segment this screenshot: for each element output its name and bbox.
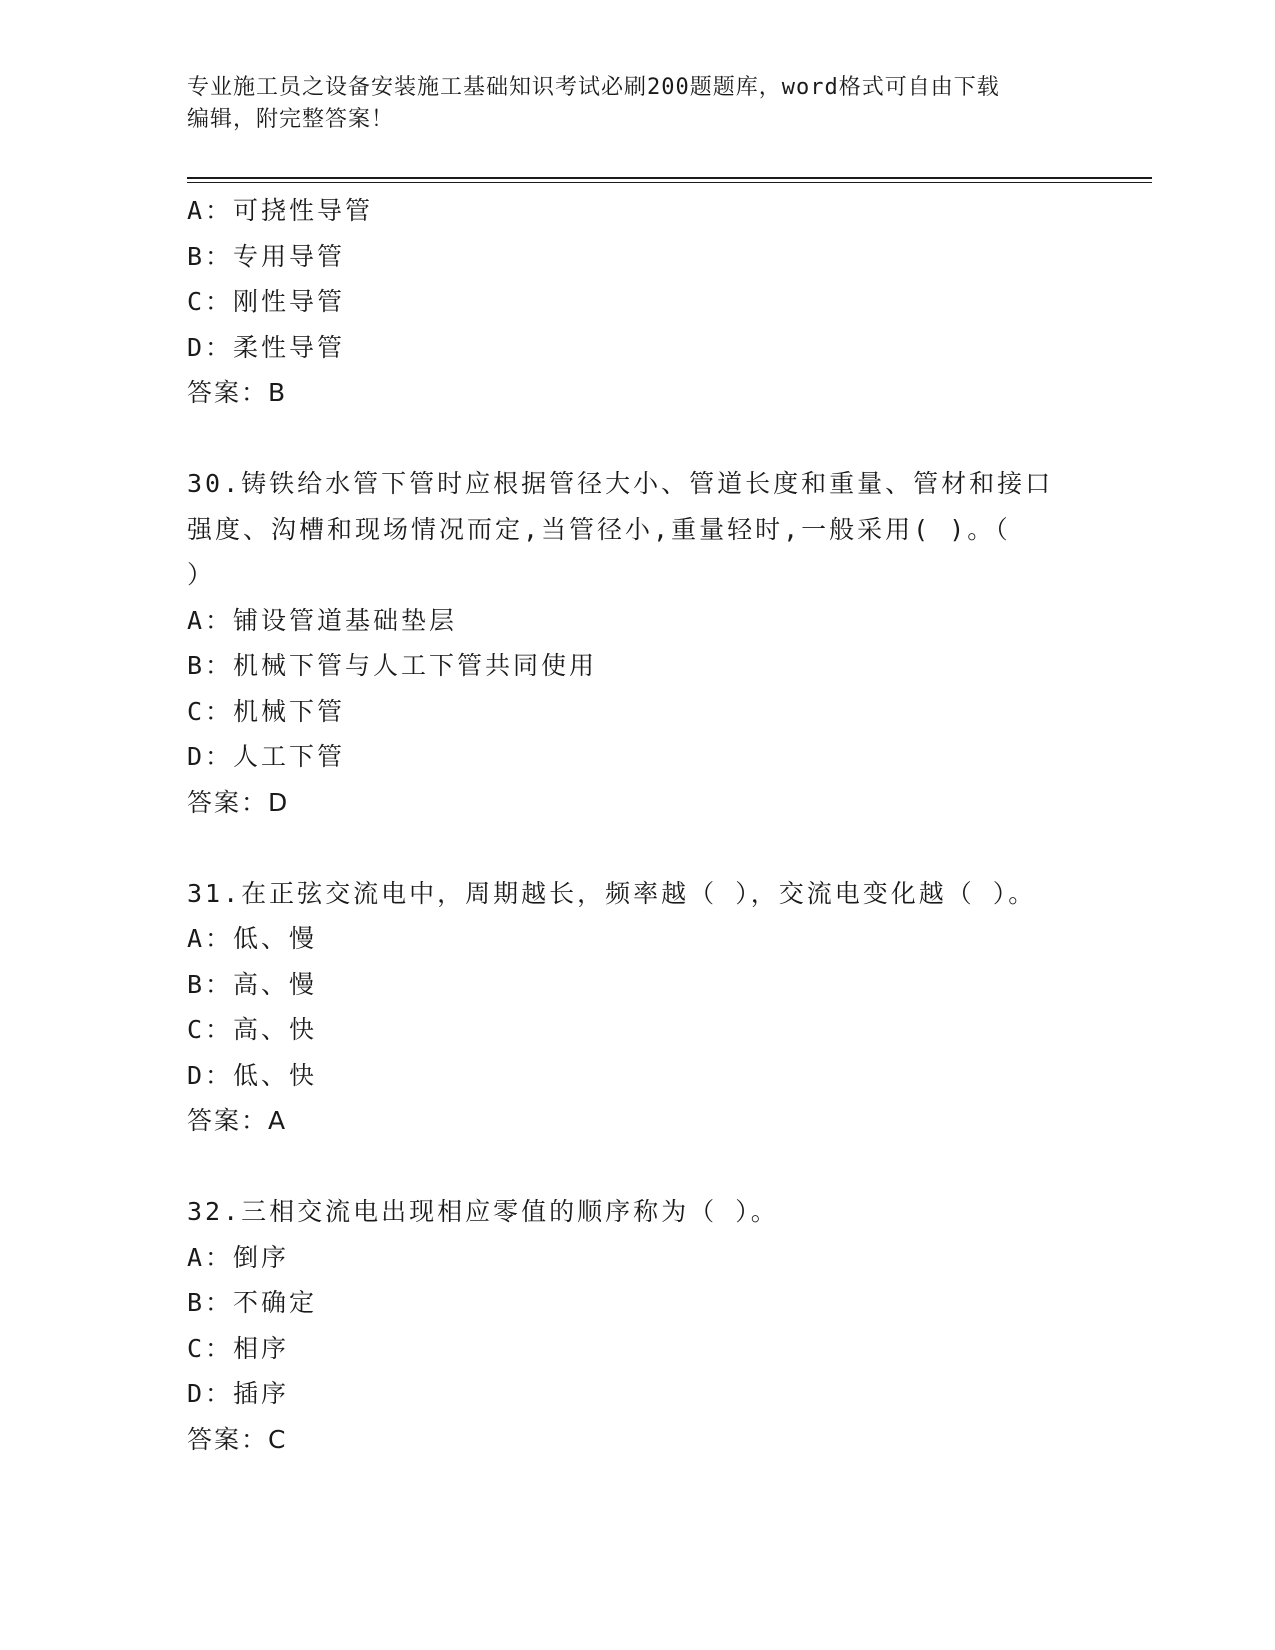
answer: 答案：A <box>187 1106 288 1135</box>
option-c: C：刚性导管 <box>187 287 346 316</box>
question-stem: 强度、沟槽和现场情况而定,当管径小,重量轻时,一般采用( )。（ <box>187 514 1011 544</box>
header-divider-thick <box>187 177 1152 179</box>
option-b: B：机械下管与人工下管共同使用 <box>187 651 598 680</box>
question-stem: 31.在正弦交流电中，周期越长，频率越（ ），交流电变化越（ ）。 <box>187 878 1037 908</box>
answer: 答案：C <box>187 1424 288 1454</box>
option-b: B：专用导管 <box>187 241 346 271</box>
option-c: C：相序 <box>187 1333 290 1363</box>
option-b: B：不确定 <box>187 1288 318 1317</box>
question-stem: 32.三相交流电出现相应零值的顺序称为（ ）。 <box>187 1197 779 1226</box>
question-stem: ） <box>187 560 216 589</box>
option-d: D：插序 <box>187 1379 290 1408</box>
option-a: A：可挠性导管 <box>187 196 374 225</box>
question-32 <box>187 1189 1087 1462</box>
document-header <box>187 72 1087 136</box>
option-d: D：低、快 <box>187 1060 318 1090</box>
header-title-line-1: 专业施工员之设备安装施工基础知识考试必刷200题题库，word格式可自由下载 <box>187 75 1000 100</box>
option-a: A：低、慢 <box>187 924 318 953</box>
option-a: A：铺设管道基础垫层 <box>187 605 458 635</box>
question-30 <box>187 461 1087 825</box>
option-b: B：高、慢 <box>187 969 318 999</box>
option-d: D：柔性导管 <box>187 332 346 362</box>
question-29 <box>187 188 1087 416</box>
option-c: C：高、快 <box>187 1015 318 1044</box>
header-divider-thin <box>187 182 1152 183</box>
question-stem: 30.铸铁给水管下管时应根据管径大小、管道长度和重量、管材和接口 <box>187 469 1054 498</box>
option-d: D：人工下管 <box>187 742 346 771</box>
option-c: C：机械下管 <box>187 696 346 726</box>
answer: 答案：D <box>187 787 290 817</box>
option-a: A：倒序 <box>187 1242 290 1272</box>
question-31 <box>187 871 1087 1144</box>
answer: 答案：B <box>187 378 288 407</box>
question-list <box>187 188 1087 1462</box>
header-title-line-2: 编辑，附完整答案！ <box>187 107 395 132</box>
